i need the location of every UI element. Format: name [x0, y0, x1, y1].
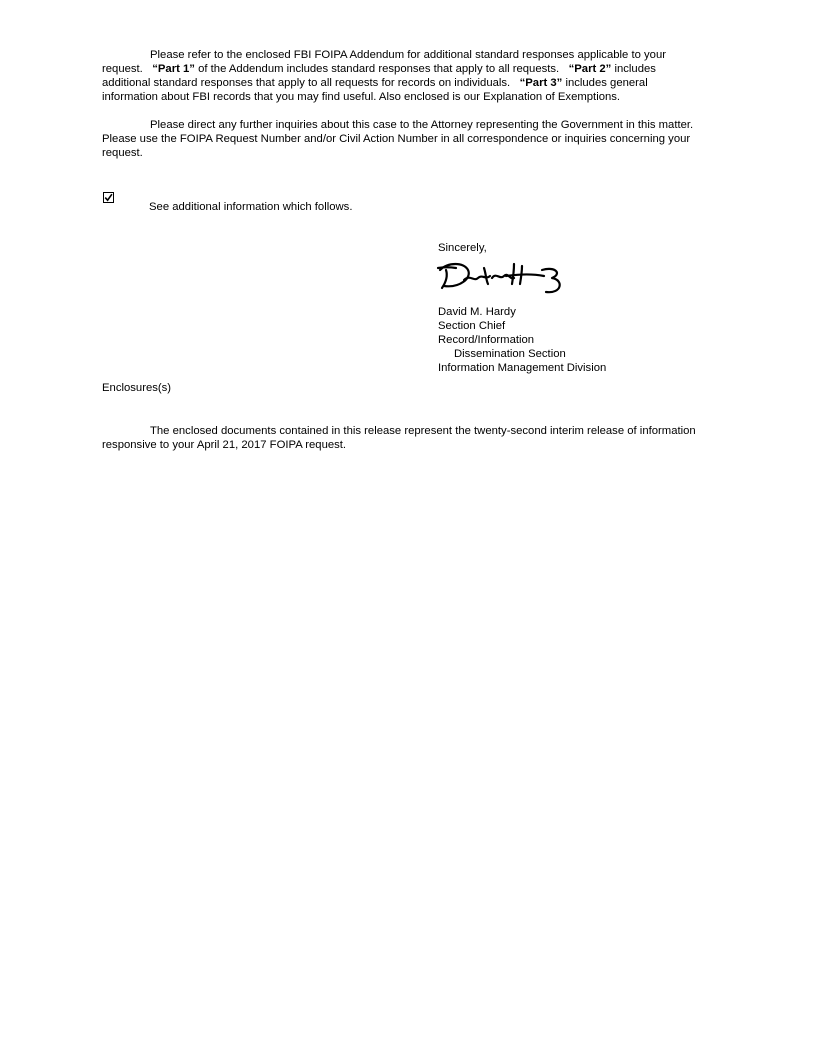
part3-label: “Part 3” [519, 77, 563, 89]
enclosures-label: Enclosures(s) [102, 382, 172, 394]
inquiries-text: Please direct any further inquiries about this case to the Attorney representing the Government in this matter. Please use the FOIPA Request Number and/or Civil Action Number in all correspondence or inquiries concerning your request. [102, 119, 694, 159]
signer-title: Section Chief [438, 320, 506, 332]
inquiries-paragraph [102, 118, 702, 160]
salutation: Sincerely, [438, 242, 487, 254]
release-text: The enclosed documents contained in this release represent the twenty-second interim release of information responsive to your April 21, 2017 FOIPA request. [102, 425, 696, 451]
addendum-paragraph [102, 48, 702, 104]
addendum-text-4: includes general information about FBI records that you may find useful. Also enclosed is our Explanation of Exemptions. [102, 77, 648, 103]
signer-name: David M. Hardy [438, 306, 516, 318]
release-paragraph [102, 424, 702, 452]
checkmark-icon [104, 193, 113, 202]
part2-label: “Part 2” [568, 63, 612, 75]
addendum-text-2: of the Addendum includes standard responses that apply to all requests. [198, 63, 560, 75]
handwritten-signature [434, 258, 566, 300]
additional-info-checkbox [103, 192, 114, 203]
additional-info-label: See additional information which follows. [149, 201, 353, 213]
addendum-text-1: Please refer to the enclosed FBI FOIPA Addendum for additional standard responses applicable to your request. [102, 49, 666, 75]
part1-label: “Part 1” [152, 63, 195, 75]
signer-division: Information Management Division [438, 362, 607, 374]
addendum-text-3: includes additional standard responses that apply to all requests for records on individuals. [102, 63, 656, 89]
signer-office-2: Dissemination Section [454, 348, 566, 360]
signer-office-1: Record/Information [438, 334, 535, 346]
